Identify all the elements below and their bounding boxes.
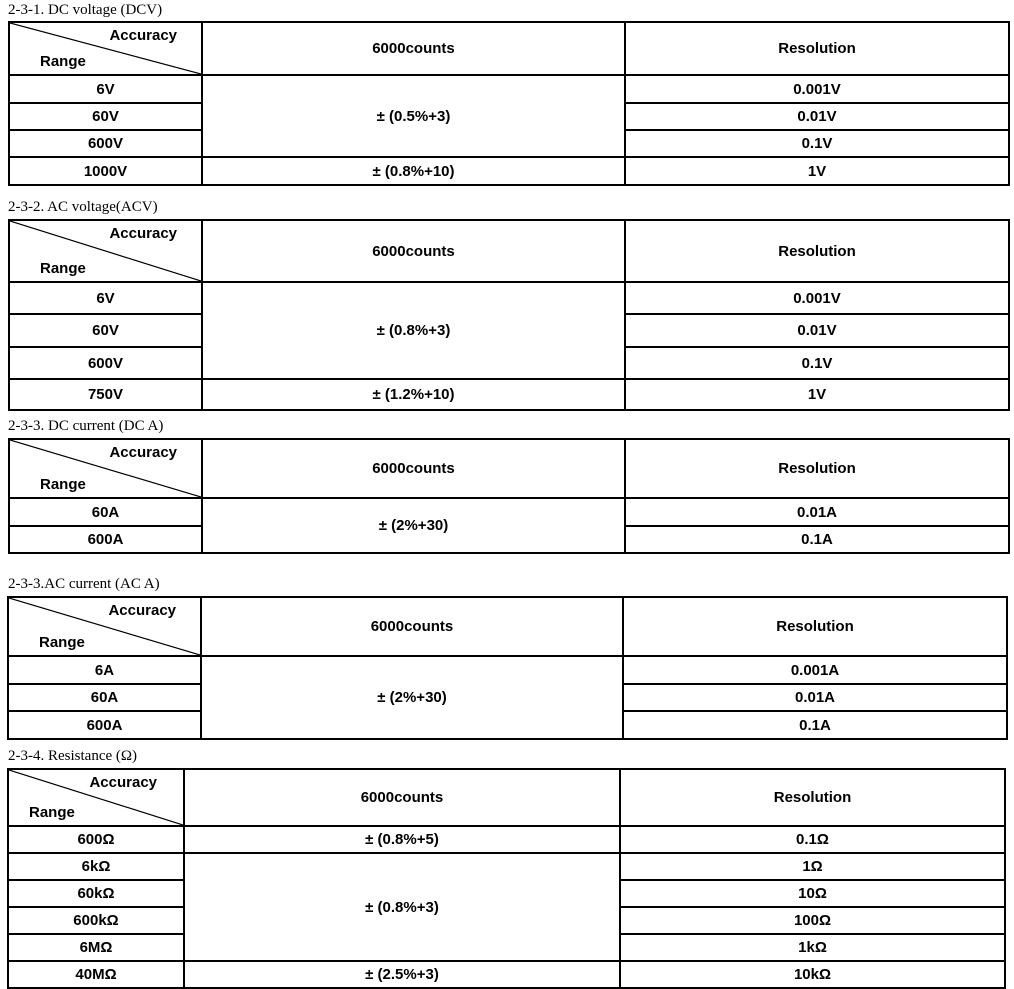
accuracy-label: Accuracy [109, 27, 177, 44]
table-row [9, 282, 1009, 314]
dcv-section-title: 2-3-1. DC voltage (DCV) [8, 2, 163, 18]
range-cell: 600A [9, 526, 202, 553]
resolution-cell: 0.01V [625, 314, 1009, 347]
resolution-cell: 100Ω [620, 907, 1005, 934]
range-label: Range [39, 634, 85, 651]
range-cell: 600V [9, 347, 202, 379]
range-accuracy-corner-cell [9, 439, 202, 498]
counts-column-header: 6000counts [202, 22, 625, 75]
range-cell: 6V [9, 282, 202, 314]
table-row [8, 826, 1005, 853]
counts-column-header: 6000counts [202, 220, 625, 282]
table-header-row [9, 220, 1009, 282]
accuracy-cell: ± (0.5%+3) [202, 75, 625, 157]
resolution-cell: 0.1Ω [620, 826, 1005, 853]
range-cell: 600A [8, 711, 201, 739]
range-label: Range [40, 53, 86, 70]
dca-section-title: 2-3-3. DC current (DC A) [8, 418, 164, 434]
resolution-cell: 0.1A [623, 711, 1007, 739]
resolution-cell: 0.01A [625, 498, 1009, 526]
table-row [9, 379, 1009, 410]
range-cell: 1000V [9, 157, 202, 185]
range-cell: 6V [9, 75, 202, 103]
resolution-column-header: Resolution [623, 597, 1007, 656]
accuracy-label: Accuracy [89, 774, 157, 791]
accuracy-cell: ± (2%+30) [201, 656, 623, 739]
table-row [8, 853, 1005, 880]
resolution-cell: 0.001V [625, 282, 1009, 314]
table-header-row [9, 439, 1009, 498]
acv-section-title: 2-3-2. AC voltage(ACV) [8, 199, 158, 215]
range-cell: 60V [9, 314, 202, 347]
accuracy-cell: ± (2.5%+3) [184, 961, 620, 988]
range-cell: 600V [9, 130, 202, 157]
range-label: Range [40, 476, 86, 493]
range-cell: 6MΩ [8, 934, 184, 961]
resolution-cell: 1kΩ [620, 934, 1005, 961]
range-accuracy-corner-cell [9, 22, 202, 75]
resolution-cell: 1Ω [620, 853, 1005, 880]
resolution-column-header: Resolution [625, 220, 1009, 282]
range-accuracy-corner-cell [8, 769, 184, 826]
range-cell: 750V [9, 379, 202, 410]
resolution-cell: 10Ω [620, 880, 1005, 907]
range-label: Range [29, 804, 75, 821]
table-header-row [8, 769, 1005, 826]
resolution-column-header: Resolution [625, 22, 1009, 75]
resolution-column-header: Resolution [625, 439, 1009, 498]
accuracy-cell: ± (0.8%+3) [184, 853, 620, 961]
table-header-row [9, 22, 1009, 75]
accuracy-cell: ± (2%+30) [202, 498, 625, 553]
resolution-cell: 0.1V [625, 130, 1009, 157]
aca-section-title: 2-3-3.AC current (AC A) [8, 576, 160, 592]
accuracy-label: Accuracy [109, 225, 177, 242]
res-table [7, 768, 1006, 989]
table-row [8, 656, 1007, 684]
resolution-cell: 1V [625, 157, 1009, 185]
table-row [9, 498, 1009, 526]
range-cell: 60A [8, 684, 201, 711]
range-cell: 60kΩ [8, 880, 184, 907]
resolution-cell: 0.001V [625, 75, 1009, 103]
range-cell: 60A [9, 498, 202, 526]
range-accuracy-corner-cell [8, 597, 201, 656]
range-cell: 600Ω [8, 826, 184, 853]
resolution-cell: 0.1A [625, 526, 1009, 553]
table-row [9, 75, 1009, 103]
counts-column-header: 6000counts [202, 439, 625, 498]
range-cell: 6A [8, 656, 201, 684]
table-row [9, 157, 1009, 185]
dca-table [8, 438, 1010, 554]
resolution-cell: 0.1V [625, 347, 1009, 379]
res-section-title: 2-3-4. Resistance (Ω) [8, 748, 138, 764]
aca-table [7, 596, 1008, 740]
range-cell: 40MΩ [8, 961, 184, 988]
range-cell: 6kΩ [8, 853, 184, 880]
resolution-cell: 0.01A [623, 684, 1007, 711]
accuracy-label: Accuracy [108, 602, 176, 619]
table-row [8, 961, 1005, 988]
table-header-row [8, 597, 1007, 656]
accuracy-label: Accuracy [109, 444, 177, 461]
resolution-cell: 0.001A [623, 656, 1007, 684]
resolution-column-header: Resolution [620, 769, 1005, 826]
accuracy-cell: ± (1.2%+10) [202, 379, 625, 410]
accuracy-cell: ± (0.8%+3) [202, 282, 625, 379]
range-cell: 600kΩ [8, 907, 184, 934]
dcv-table [8, 21, 1010, 186]
range-accuracy-corner-cell [9, 220, 202, 282]
accuracy-cell: ± (0.8%+5) [184, 826, 620, 853]
resolution-cell: 10kΩ [620, 961, 1005, 988]
accuracy-cell: ± (0.8%+10) [202, 157, 625, 185]
counts-column-header: 6000counts [184, 769, 620, 826]
range-cell: 60V [9, 103, 202, 130]
range-label: Range [40, 260, 86, 277]
resolution-cell: 1V [625, 379, 1009, 410]
acv-table [8, 219, 1010, 411]
counts-column-header: 6000counts [201, 597, 623, 656]
resolution-cell: 0.01V [625, 103, 1009, 130]
